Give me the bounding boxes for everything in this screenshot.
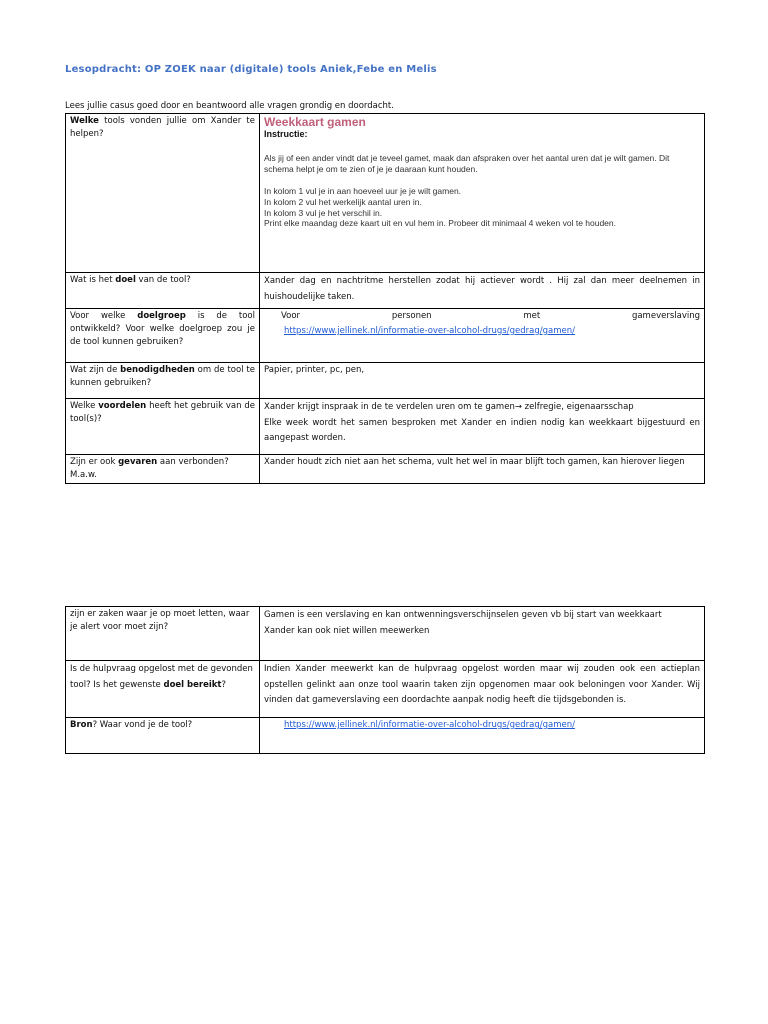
page-title: Lesopdracht: OP ZOEK naar (digitale) tools Aniek,Febe en Melis xyxy=(65,64,437,75)
answer-letten xyxy=(260,607,705,661)
jellinek-link[interactable]: https://www.jellinek.nl/informatie-over-alcohol-drugs/gedrag/gamen/ xyxy=(284,325,575,336)
question-hulpvraag: Is de hulpvraag opgelost met de gevonden tool? Is het gewenste doel bereikt? xyxy=(66,661,260,718)
bron-link[interactable]: https://www.jellinek.nl/informatie-over-alcohol-drugs/gedrag/gamen/ xyxy=(284,720,575,730)
weekkaart-block xyxy=(260,114,705,273)
answer-doelgroep-text: Voor personen met gameverslaving xyxy=(281,311,700,321)
answer-voordelen-line-1: Xander krijgt inspraak in de te verdelen uren om te gamen→ zelfregie, eigenaarsschap xyxy=(264,402,634,412)
table-row xyxy=(66,309,705,363)
table-row xyxy=(66,114,705,273)
question-benodigdheden: Wat zijn de benodigdheden om de tool te kunnen gebruiken? xyxy=(66,363,260,399)
answer-gevaren: Xander houdt zich niet aan het schema, vult het wel in maar blijft toch gamen, kan hierover liegen xyxy=(260,455,705,484)
question-voordelen: Welke voordelen heeft het gebruik van de tool(s)? xyxy=(66,399,260,455)
question-doel: Wat is het doel van de tool? xyxy=(66,273,260,309)
weekkaart-line-2: In kolom 2 vul het werkelijk aantal uren in. xyxy=(264,196,422,207)
answer-hulpvraag: Indien Xander meewerkt kan de hulpvraag opgelost worden maar wij zouden ook een actieplan opstellen gelinkt aan onze tool waarin taken zijn opgenomen maar ook beloningen voor Xander. Wij vinden dat gameverslaving een doordachte aanpak nodig heeft die tijdsgebonden is. xyxy=(260,661,705,718)
weekkaart-line-4: Print elke maandag deze kaart uit en vul hem in. Probeer dit minimaal 4 weken vol te houden. xyxy=(264,218,617,229)
table-row xyxy=(66,661,705,718)
answer-benodigdheden: Papier, printer, pc, pen, xyxy=(260,363,705,399)
answer-voordelen xyxy=(260,399,705,455)
question-table-2 xyxy=(65,606,705,754)
table-row xyxy=(66,273,705,309)
table-row xyxy=(66,455,705,484)
answer-letten-line-1: Gamen is een verslaving en kan ontwenningsverschijnselen geven vb bij start van weekkaart xyxy=(264,610,662,620)
weekkaart-line-3: In kolom 3 vul je het verschil in. xyxy=(264,207,383,218)
table-row xyxy=(66,718,705,754)
answer-bron xyxy=(260,718,705,754)
answer-voordelen-line-2: Elke week wordt het samen besproken met Xander en indien nodig kan weekkaart bijgestuurd en aangepast worden. xyxy=(264,417,700,444)
question-doelgroep: Voor welke doelgroep is de tool ontwikkeld? Voor welke doelgroep zou je de tool kunnen gebruiken? xyxy=(66,309,260,363)
intro-text: Lees jullie casus goed door en beantwoord alle vragen grondig en doordacht. xyxy=(65,101,394,111)
answer-letten-line-2: Xander kan ook niet willen meewerken xyxy=(264,625,430,636)
question-tools: Welke tools vonden jullie om Xander te helpen? xyxy=(66,114,260,273)
table-row xyxy=(66,607,705,661)
question-letten: zijn er zaken waar je op moet letten, waar je alert voor moet zijn? xyxy=(66,607,260,661)
question-gevaren: Zijn er ook gevaren aan verbonden? M.a.w. xyxy=(66,455,260,484)
answer-doel: Xander dag en nachtritme herstellen zodat hij actiever wordt . Hij zal dan meer deelnemen in huishoudelijke taken. xyxy=(260,273,705,309)
weekkaart-subtitle: Instructie: xyxy=(264,129,308,140)
question-table-1 xyxy=(65,113,705,484)
table-row xyxy=(66,399,705,455)
table-row xyxy=(66,363,705,399)
answer-doelgroep xyxy=(260,309,705,363)
weekkaart-line-1: In kolom 1 vul je in aan hoeveel uur je je wilt gamen. xyxy=(264,186,462,197)
weekkaart-paragraph: Als jij of een ander vindt dat je teveel gamet, maak dan afspraken over het aantal uren dat je wilt gamen. Dit schema helpt je om te zien of je je daaraan kunt houden. xyxy=(264,153,670,174)
question-bron: Bron? Waar vond je de tool? xyxy=(66,718,260,754)
weekkaart-title: Weekkaart gamen xyxy=(264,115,366,129)
